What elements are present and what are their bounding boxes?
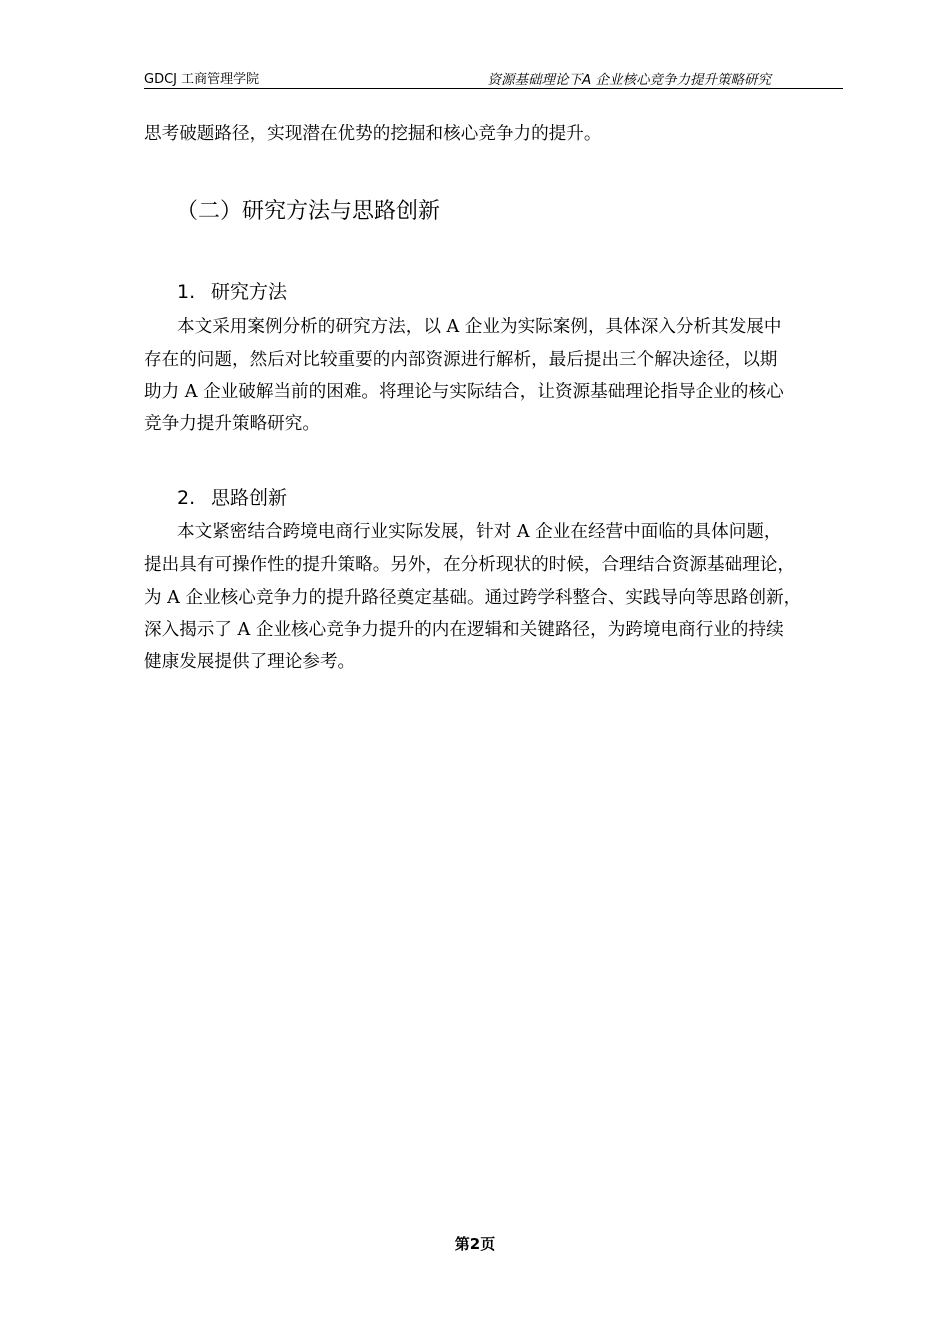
subsection-number: 1. <box>177 281 196 303</box>
page-header <box>144 64 843 89</box>
paragraph-line: 深入揭示了 A 企业核心竞争力提升的内在逻辑和关键路径，为跨境电商行业的持续 <box>144 620 784 640</box>
subsection-title-innovation <box>177 483 287 510</box>
paragraph-line: 助力 A 企业破解当前的困难。将理论与实际结合，让资源基础理论指导企业的核心 <box>144 382 784 402</box>
paragraph-line: 健康发展提供了理论参考。 <box>144 652 356 672</box>
paragraph-line: 本文采用案例分析的研究方法，以 A 企业为实际案例，具体深入分析其发展中 <box>177 317 782 337</box>
paragraph-line: 提出具有可操作性的提升策略。另外，在分析现状的时候，合理结合资源基础理论， <box>144 555 795 575</box>
page-number: 第2页 <box>454 1235 496 1253</box>
intro-line: 思考破题路径，实现潜在优势的挖掘和核心竞争力的提升。 <box>144 124 602 144</box>
subsection-number: 2. <box>177 487 196 509</box>
paragraph-line: 存在的问题，然后对比较重要的内部资源进行解析，最后提出三个解决途径，以期 <box>144 350 778 370</box>
subsection-label: 研究方法 <box>211 281 288 303</box>
paragraph-line: 竞争力提升策略研究。 <box>144 414 320 434</box>
subsection-title-methods <box>177 277 287 304</box>
header-paper-title: 资源基础理论下A 企业核心竞争力提升策略研究 <box>487 72 771 88</box>
subsection-label: 思路创新 <box>211 487 288 509</box>
header-institution: GDCJ 工商管理学院 <box>144 72 260 87</box>
paragraph-line: 为 A 企业核心竞争力的提升路径奠定基础。通过跨学科整合、实践导向等思路创新， <box>144 588 802 608</box>
section-title: （二）研究方法与思路创新 <box>176 199 441 224</box>
paragraph-line: 本文紧密结合跨境电商行业实际发展，针对 A 企业在经营中面临的具体问题， <box>177 522 782 542</box>
